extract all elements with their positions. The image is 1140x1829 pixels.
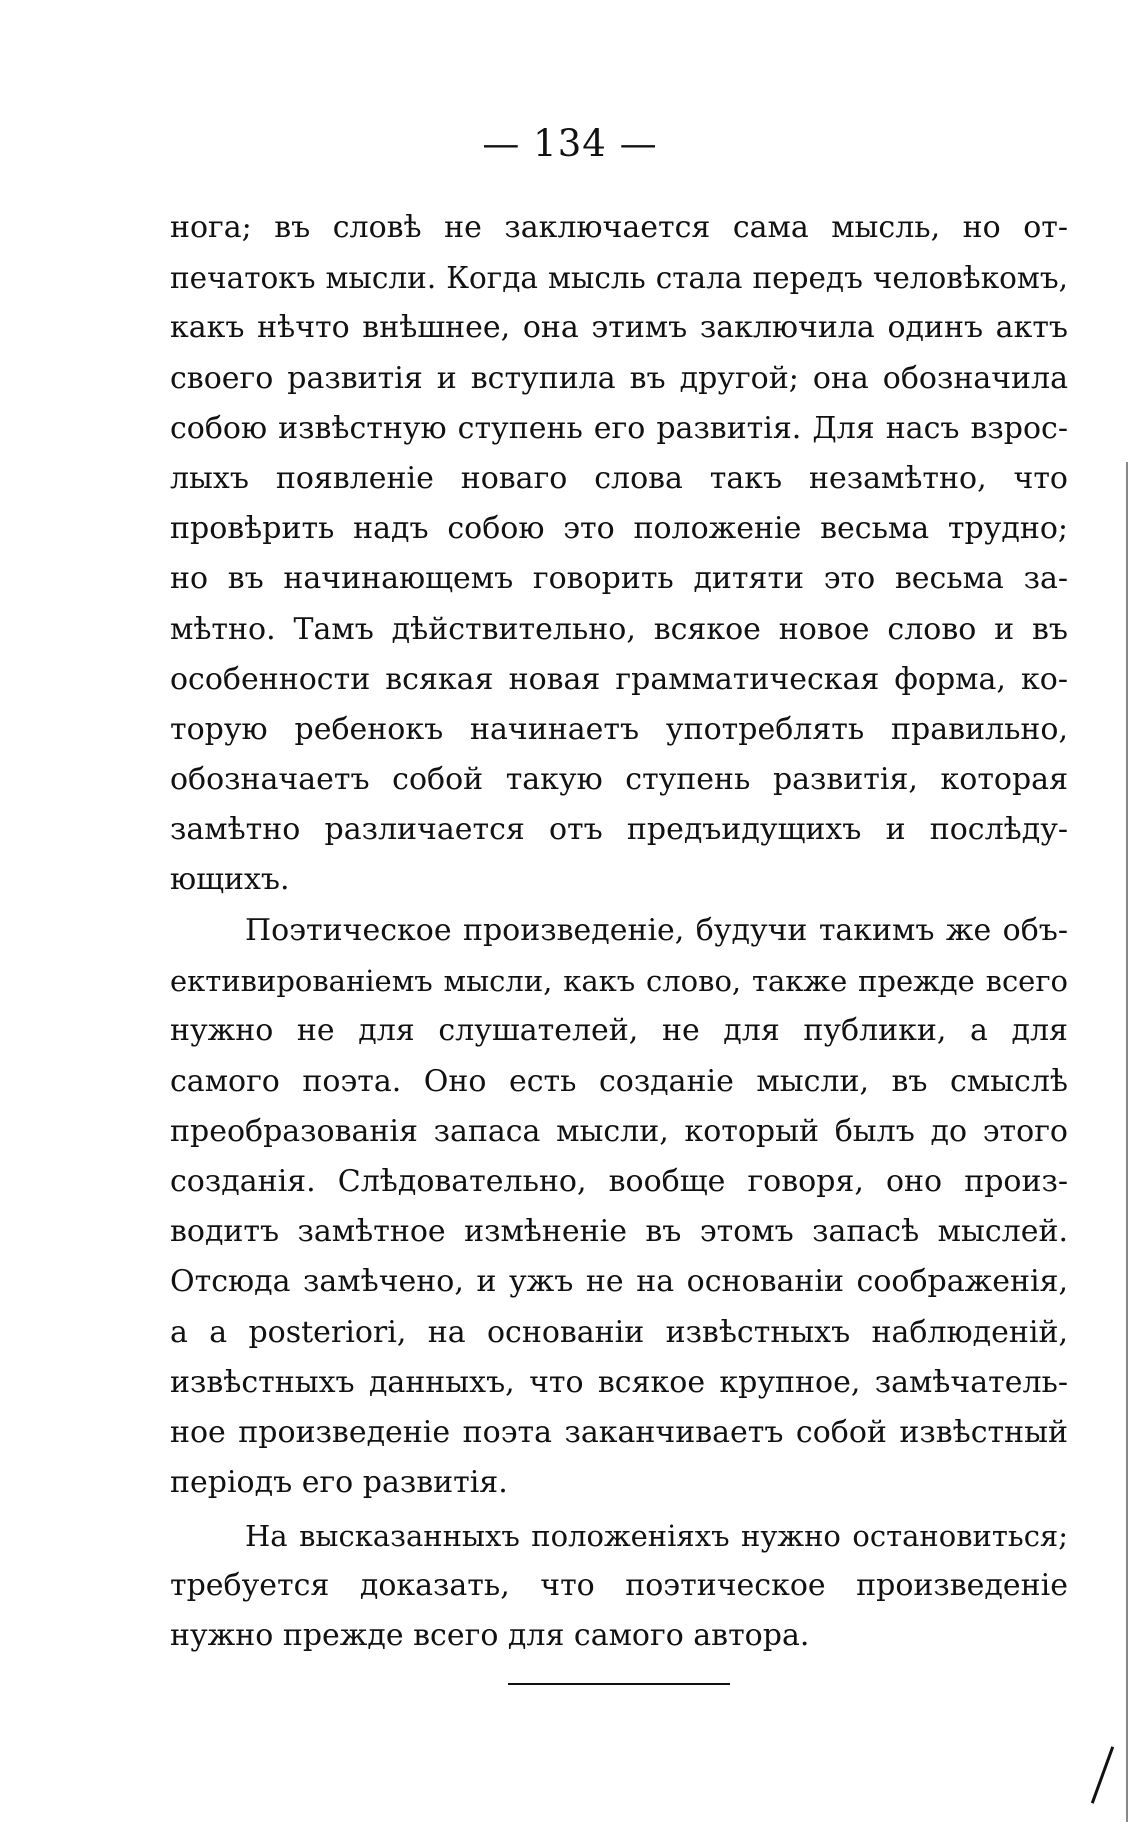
text-line: нужно не для слушателей, не для публики, а для xyxy=(170,1013,1068,1049)
page-number: — 134 — xyxy=(482,122,658,165)
text-line: ное произведеніе поэта заканчиваетъ собой извѣстный xyxy=(170,1414,1068,1450)
text-line: Отсюда замѣчено, и ужъ не на основаніи соображенія, xyxy=(170,1264,1068,1300)
text-line: На высказанныхъ положеніяхъ нужно остановиться; xyxy=(245,1519,1068,1553)
text-line: своего развитія и вступила въ другой; она обозначила xyxy=(170,360,1068,396)
paragraph-2 xyxy=(170,906,1068,1508)
text-line: печатокъ мысли. Когда мысль стала передъ человѣкомъ, xyxy=(170,261,1068,296)
text-line: ющихъ. xyxy=(170,862,290,898)
text-line: обозначаетъ собой такую ступень развитія, которая xyxy=(170,762,1068,798)
text-line: торую ребенокъ начинаетъ употреблять правильно, xyxy=(170,711,1068,747)
text-line: періодъ его развитія. xyxy=(170,1465,508,1501)
text-line: но въ начинающемъ говорить дитяти это весьма за- xyxy=(170,561,1068,597)
text-line: а a posteriori, на основаніи извѣстныхъ наблюденій, xyxy=(170,1314,1068,1350)
margin-pencil-mark xyxy=(1091,1746,1114,1803)
text-line: собою извѣстную ступень его развитія. Для насъ взрос- xyxy=(170,410,1068,446)
text-line: самого поэта. Оно есть созданіе мысли, въ смыслѣ xyxy=(170,1063,1068,1099)
text-line: водитъ замѣтное измѣненіе въ этомъ запасѣ мыслей. xyxy=(170,1214,1068,1250)
text-line: ективированіемъ мысли, какъ слово, также прежде всего xyxy=(170,964,1068,999)
text-line: нога; въ словѣ не заключается сама мысль, но от- xyxy=(170,210,1068,245)
text-line: какъ нѣчто внѣшнее, она этимъ заключила одинъ актъ xyxy=(170,310,1068,346)
text-line: особенности всякая новая грамматическая форма, ко- xyxy=(170,661,1068,697)
end-rule xyxy=(508,1683,730,1685)
text-line: лыхъ появленіе новаго слова такъ незамѣтно, что xyxy=(170,460,1068,496)
text-line: преобразованія запаса мысли, который былъ до этого xyxy=(170,1113,1068,1149)
paragraph-1 xyxy=(170,203,1068,906)
text-line: требуется доказать, что поэтическое произведеніе xyxy=(170,1568,1068,1604)
text-line: мѣтно. Тамъ дѣйствительно, всякое новое слово и въ xyxy=(170,611,1068,647)
text-line: созданія. Слѣдовательно, вообще говоря, оно произ- xyxy=(170,1163,1068,1199)
text-line: Поэтическое произведеніе, будучи такимъ же объ- xyxy=(245,913,1068,948)
scan-edge-line xyxy=(1126,462,1128,1822)
paragraph-3 xyxy=(170,1511,1068,1662)
text-line: нужно прежде всего для самого автора. xyxy=(170,1618,810,1654)
text-line: извѣстныхъ данныхъ, что всякое крупное, замѣчатель- xyxy=(170,1364,1068,1400)
text-line: провѣрить надъ собою это положеніе весьма трудно; xyxy=(170,511,1068,547)
text-line: замѣтно различается отъ предъидущихъ и послѣду- xyxy=(170,812,1068,848)
